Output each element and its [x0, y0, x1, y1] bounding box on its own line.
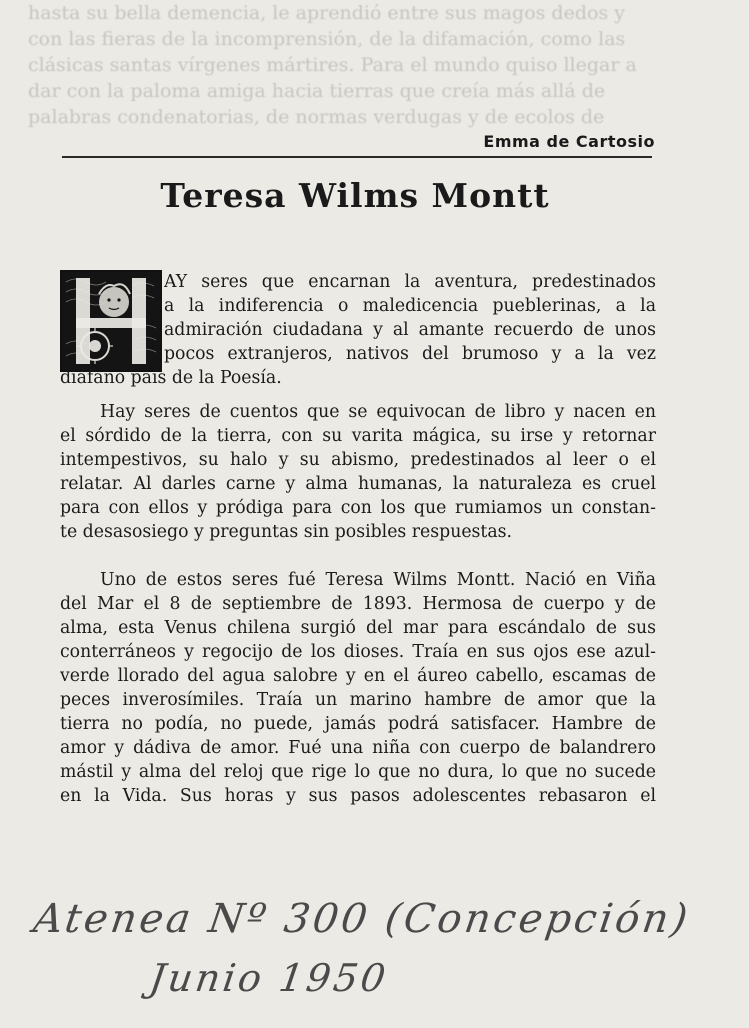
text-line: diáfano país de la Poesía.	[60, 368, 282, 388]
paragraph-2	[60, 400, 656, 544]
text-line: te desasosiego y preguntas sin posibles respuestas.	[60, 522, 513, 542]
handwritten-date: Junio 1950	[146, 956, 392, 1000]
text-line: admiración ciudadana y al amante recuerdo de unos	[164, 320, 656, 340]
text-line: relatar. Al darles carne y alma humanas, la naturaleza es cruel	[60, 474, 656, 494]
bleed-line: clásicas santas vírgenes mártires. Para el mundo quiso llegar a	[28, 54, 637, 76]
text-line: AY seres que encarnan la aventura, predestinados	[164, 272, 656, 292]
text-line: intempestivos, su halo y su abismo, predestinados al leer o el	[60, 450, 656, 470]
handwritten-citation: Atenea Nº 300 (Concepción)	[30, 896, 694, 942]
bleed-line: dar con la paloma amiga hacia tierras que creía más allá de	[28, 80, 606, 102]
text-line: mástil y alma del reloj que rige lo que no dura, lo que no sucede	[60, 762, 656, 782]
bleed-line: hasta su bella demencia, le aprendió entre sus magos dedos y	[28, 2, 625, 24]
author-name: Emma de Cartosio	[483, 132, 655, 151]
article-title: Teresa Wilms Montt	[160, 176, 550, 215]
text-line: para con ellos y pródiga para con los que rumiamos un constan-	[60, 498, 656, 518]
paragraph-1	[60, 270, 656, 390]
text-line: a la indiferencia o maledicencia pueblerinas, a la	[164, 296, 656, 316]
text-line: en la Vida. Sus horas y sus pasos adolescentes rebasaron el	[60, 786, 656, 806]
paragraph-3	[60, 568, 656, 808]
text-line: verde llorado del agua salobre y en el áureo cabello, escamas de	[60, 666, 656, 686]
text-line: alma, esta Venus chilena surgió del mar para escándalo de sus	[60, 618, 656, 638]
text-line: tierra no podía, no puede, jamás podrá satisfacer. Hambre de	[60, 714, 656, 734]
text-line: del Mar el 8 de septiembre de 1893. Hermosa de cuerpo y de	[60, 594, 656, 614]
bleed-line: con las fieras de la incomprensión, de la difamación, como las	[28, 28, 626, 50]
text-line: peces inverosímiles. Traía un marino hambre de amor que la	[60, 690, 656, 710]
text-line: Uno de estos seres fué Teresa Wilms Montt. Nació en Viña	[100, 570, 656, 590]
text-line: Hay seres de cuentos que se equivocan de libro y nacen en	[100, 402, 656, 422]
bleed-through-text	[28, 0, 729, 140]
text-line: pocos extranjeros, nativos del brumoso y a la vez	[164, 344, 656, 364]
bleed-line: palabras condenatorias, de normas verdugas y de ecolos de	[28, 106, 605, 128]
text-line: amor y dádiva de amor. Fué una niña con cuerpo de balandrero	[60, 738, 656, 758]
text-line: conterráneos y regocijo de los dioses. Traía en sus ojos ese azul-	[60, 642, 656, 662]
text-line: el sórdido de la tierra, con su varita mágica, su irse y retornar	[60, 426, 656, 446]
author-divider	[62, 156, 652, 158]
